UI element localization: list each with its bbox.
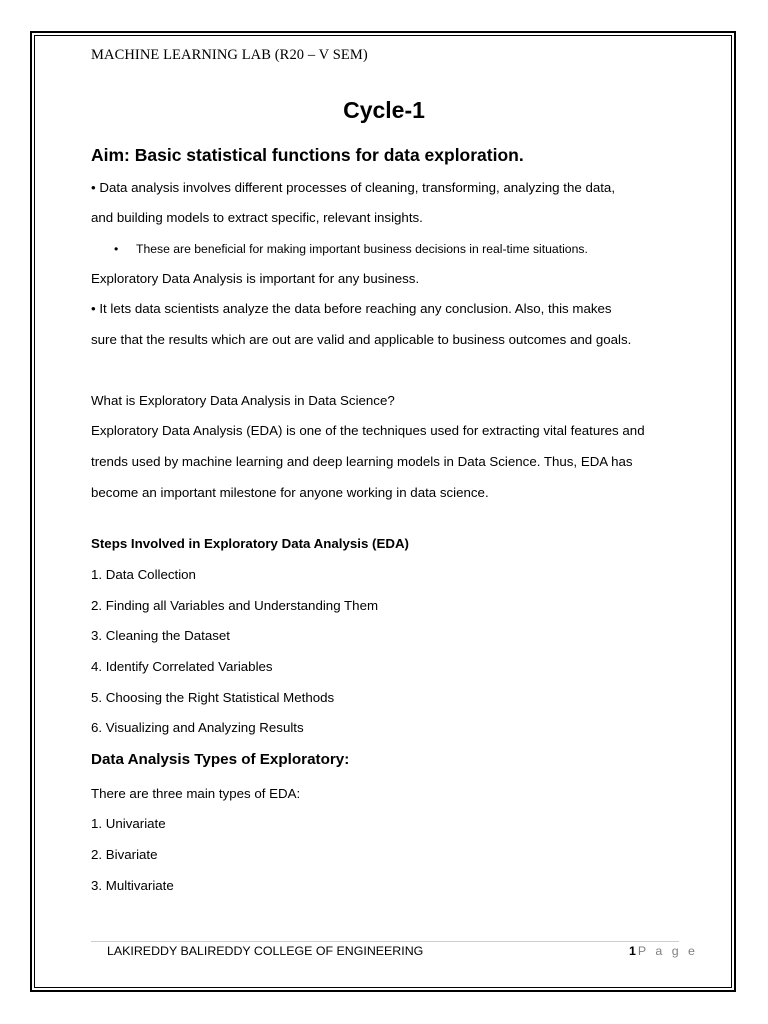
footer-divider [91, 941, 679, 942]
page-word: P a g e [637, 944, 698, 958]
intro-bullet-marker: • [114, 242, 119, 256]
footer-college: LAKIREDDY BALIREDDY COLLEGE OF ENGINEERING [107, 944, 424, 958]
intro-line-5: • It lets data scientists analyze the data before reaching any conclusion. Also, this makes [91, 301, 612, 316]
list-item: 4. Identify Correlated Variables [91, 659, 273, 674]
eda-question: What is Exploratory Data Analysis in Data Science? [91, 393, 395, 408]
intro-line-4: Exploratory Data Analysis is important for any business. [91, 271, 420, 286]
list-item: 6. Visualizing and Analyzing Results [91, 720, 304, 735]
list-item: 2. Bivariate [91, 847, 158, 862]
eda-definition-line-3: become an important milestone for anyone working in data science. [91, 485, 489, 500]
aim-heading: Aim: Basic statistical functions for data exploration. [91, 145, 524, 165]
list-item: 1. Data Collection [91, 567, 196, 582]
steps-heading: Steps Involved in Exploratory Data Analysis (EDA) [91, 536, 409, 551]
page-number-value: 1 [629, 944, 636, 958]
list-item: 3. Multivariate [91, 878, 174, 893]
types-intro: There are three main types of EDA: [91, 786, 301, 801]
intro-line-1: • Data analysis involves different processes of cleaning, transforming, analyzing the data, [91, 180, 616, 195]
list-item: 1. Univariate [91, 816, 166, 831]
eda-definition-line-1: Exploratory Data Analysis (EDA) is one of the techniques used for extracting vital features and [91, 423, 645, 438]
intro-bullet-item: These are beneficial for making important business decisions in real-time situations. [136, 242, 588, 256]
page-number [629, 944, 698, 958]
list-item: 5. Choosing the Right Statistical Methods [91, 690, 335, 705]
list-item: 3. Cleaning the Dataset [91, 628, 230, 643]
eda-definition-line-2: trends used by machine learning and deep learning models in Data Science. Thus, EDA has [91, 454, 633, 469]
types-heading: Data Analysis Types of Exploratory: [91, 751, 350, 768]
page-title: Cycle-1 [343, 97, 425, 123]
list-item: 2. Finding all Variables and Understanding Them [91, 598, 379, 613]
page-border-inner [34, 35, 732, 988]
intro-line-6: sure that the results which are out are valid and applicable to business outcomes and goals. [91, 332, 632, 347]
intro-line-2: and building models to extract specific, relevant insights. [91, 210, 423, 225]
running-header: MACHINE LEARNING LAB (R20 – V SEM) [91, 47, 368, 63]
